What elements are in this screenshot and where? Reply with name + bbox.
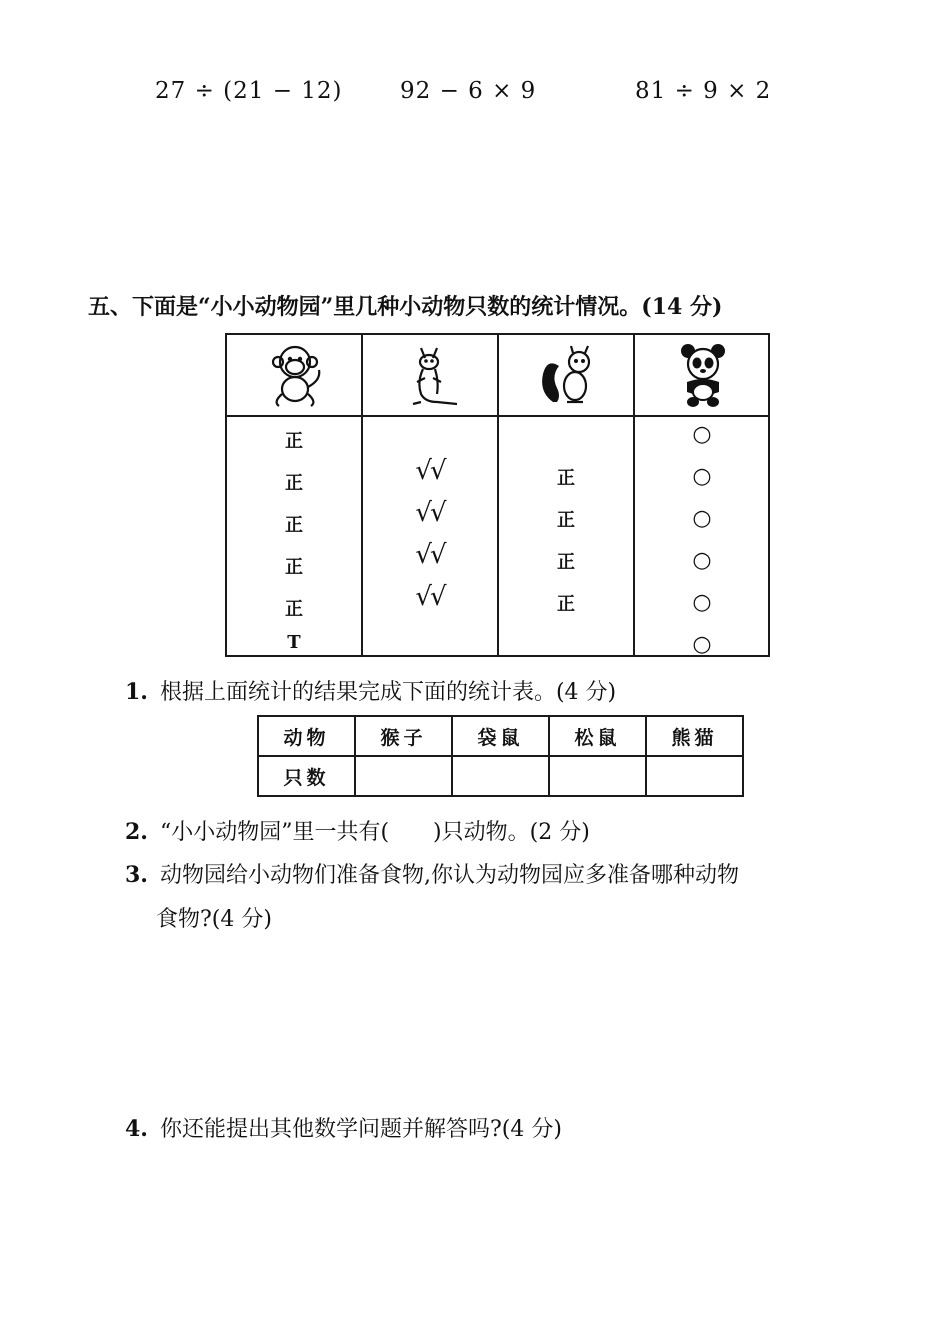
tally-mark-monkey: 正 [285,473,303,494]
tally-mark-squirrel: 正 [557,594,575,615]
table-header-cell: 猴子 [355,716,452,756]
monkey-icon [227,335,363,415]
question-3-line-1: 动物园给小动物们准备食物,你认为动物园应多准备哪种动物 [159,863,739,888]
question-3-number: 3. [125,862,148,888]
squirrel-icon [499,335,635,415]
tally-circle-panda: ○ [692,422,712,447]
tally-mark-monkey: T [287,632,301,653]
tally-mark-squirrel: 正 [557,552,575,573]
tally-mark-kangaroo: √√ [415,582,445,612]
question-1-number: 1. [125,679,148,705]
expression-2: 92 − 6 × 9 [400,78,537,104]
table-row [258,756,743,796]
panda-icon [635,335,771,415]
question-2-number: 2. [125,819,148,845]
tally-circle-panda: ○ [692,548,712,573]
question-2 [125,815,590,846]
tally-mark-squirrel: 正 [557,510,575,531]
tally-circle-panda: ○ [692,506,712,531]
statistics-table [257,715,744,797]
question-2-text: “小小动物园”里一共有( )只动物。(2 分) [159,820,590,845]
tally-mark-monkey: 正 [285,431,303,452]
tally-mark-squirrel: 正 [557,468,575,489]
tally-mark-kangaroo: √√ [415,456,445,486]
kangaroo-icon [363,335,499,415]
tally-mark-monkey: 正 [285,599,303,620]
expression-1: 27 ÷ (21 − 12) [155,78,343,104]
count-cell-kangaroo[interactable] [452,756,549,796]
tally-table [225,333,770,657]
table-header-cell: 动物 [258,716,355,756]
section-5-heading: 五、下面是“小小动物园”里几种小动物只数的统计情况。(14 分) [88,294,723,320]
question-3 [125,858,739,889]
question-4-number: 4. [125,1116,148,1142]
tally-mark-monkey: 正 [285,515,303,536]
table-header-cell: 松鼠 [549,716,646,756]
tally-mark-kangaroo: √√ [415,540,445,570]
question-4 [125,1112,562,1143]
tally-mark-monkey: 正 [285,557,303,578]
tally-circle-panda: ○ [692,632,712,657]
count-cell-monkey[interactable] [355,756,452,796]
table-header-cell: 熊猫 [646,716,743,756]
table-header-cell: 袋鼠 [452,716,549,756]
count-cell-panda[interactable] [646,756,743,796]
tally-mark-kangaroo: √√ [415,498,445,528]
question-3-line-2: 食物?(4 分) [156,907,272,932]
table-row-label: 只数 [258,756,355,796]
tally-circle-panda: ○ [692,464,712,489]
question-1 [125,675,616,706]
expression-3: 81 ÷ 9 × 2 [635,78,772,104]
table-header-row [258,716,743,756]
question-1-text: 根据上面统计的结果完成下面的统计表。(4 分) [159,680,617,705]
question-4-text: 你还能提出其他数学问题并解答吗?(4 分) [159,1117,562,1142]
tally-circle-panda: ○ [692,590,712,615]
count-cell-squirrel[interactable] [549,756,646,796]
